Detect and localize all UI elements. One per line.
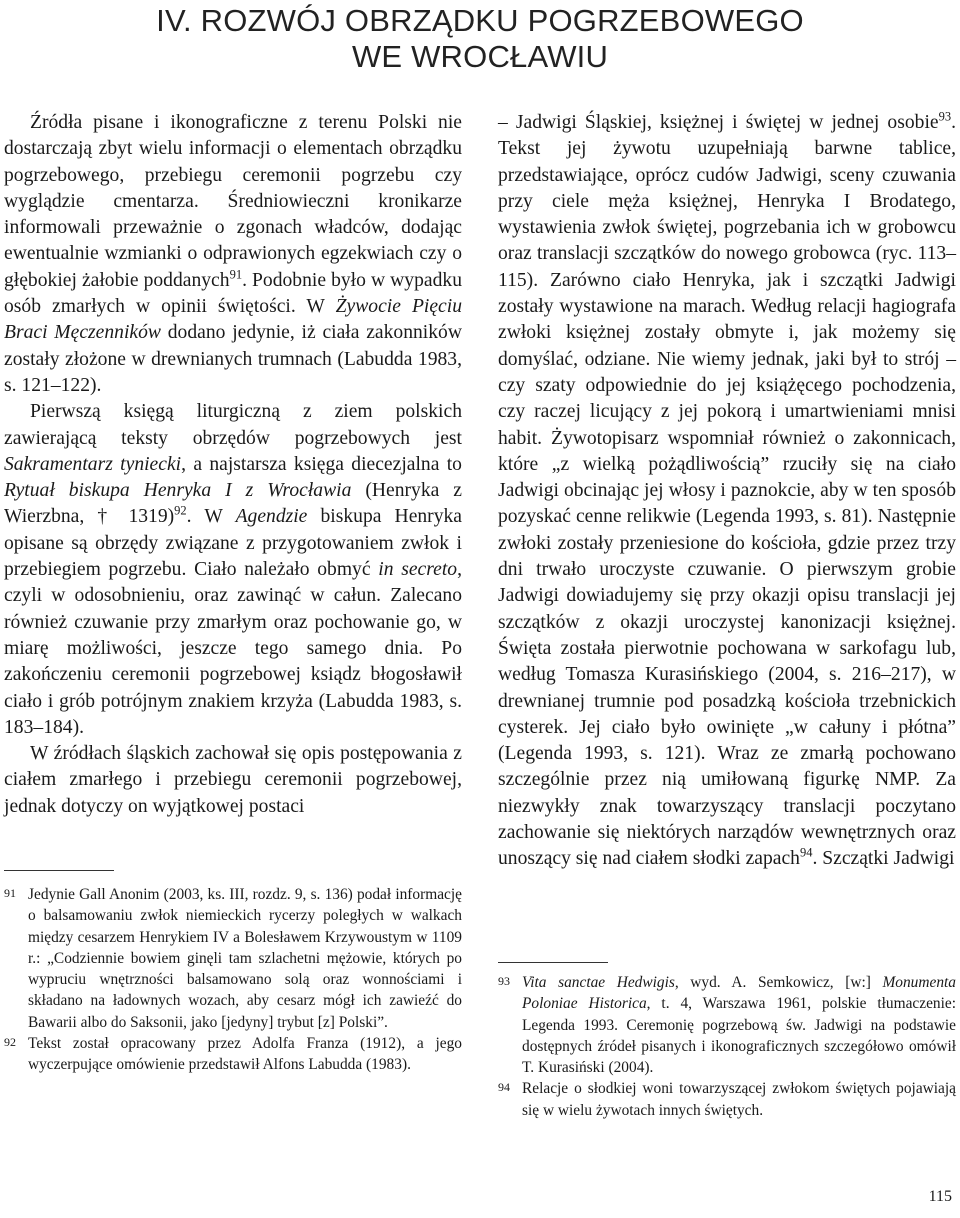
footnote-ref: 92 xyxy=(174,503,187,518)
footnote-94 xyxy=(498,1078,956,1121)
footnote-divider xyxy=(4,870,114,871)
body-paragraph xyxy=(4,399,462,741)
footnote-ref: 93 xyxy=(938,109,952,124)
text-run: , czyli w odosobnieniu, oraz zawinąć w całun. Zalecano również czuwanie przy zmarłym oraz pochowanie go, w miarę możliwości, jeszcze tego samego dnia. Po zakończeniu ceremonii pogrzebowej ksiądz błogosławił ciało i grób potrójnym znakiem krzyża (Labudda 1983, s. 183–184). xyxy=(4,559,463,738)
text-run: – Jadwigi Śląskiej, księżnej i świętej w jednej osobie xyxy=(498,112,939,133)
footnote-number: 92 xyxy=(4,1035,16,1050)
italic-title: Żywocie Pięciu Braci Męczenników xyxy=(4,296,462,344)
italic-title: Rytuał biskupa Henryka I z Wrocławia xyxy=(4,480,352,502)
body-paragraph xyxy=(4,110,462,399)
text-run: Tekst został opracowany przez Adolfa Franza (1912), a jego wyczerpujące omówienie przedstawił Alfons Labudda (1983). xyxy=(28,1035,462,1074)
left-column-footnotes xyxy=(4,884,462,1076)
right-column-footnotes xyxy=(498,972,956,1121)
text-run: Pierwszą księgą liturgiczną z ziem polskich zawierającą teksty obrzędów pogrzebowych jest xyxy=(4,401,462,449)
footnote-ref: 91 xyxy=(229,267,243,282)
footnote-number: 94 xyxy=(498,1080,510,1095)
text-run: , wyd. A. Semkowicz, [w:] xyxy=(674,974,883,991)
text-run: Źródła pisane i ikonograficzne z terenu Polski nie dostarczają zbyt wielu informacji o elementach obrządku pogrzebowego, przebiegu ceremonii pogrzebu czy wyglądzie cmentarza. Średniowieczni kronikarze informowali przeważnie o zgonach władców, dodając ewentualnie wzmianki o odprawionych egzekwiach czy o głębokiej żałobie poddanych xyxy=(4,112,462,291)
footnote-ref: 94 xyxy=(799,845,813,860)
text-run: , a najstarsza księga diecezjalna to xyxy=(181,453,462,475)
left-column xyxy=(4,110,463,1074)
chapter-title-line-1: IV. ROZWÓJ OBRZĄDKU POGRZEBOWEGO xyxy=(156,3,804,38)
body-paragraph xyxy=(498,110,956,873)
text-run: . Tekst jej żywotu uzupełniają barwne tablice, przedstawiające, oprócz cudów Jadwigi, sceny czuwania przy ciele męża księżnej, Henryka I Brodatego, wystawienia zwłok świętej, pogrzebania ich w grobowcu oraz translacji szczątków do nowego grobowca (ryc. 113–115). Zarówno ciało Henryka, jak i szczątki Jadwigi zostały wystawione na marach. Według relacji hagiografa zwłoki księżnej zostały obmyte i, jak możemy się domyślać, odziane. Nie wiemy jednak, jaki był to strój – czy szaty odpowiednie do jej książęcego pochodzenia, czy raczej licujący z jej pokorą i umartwieniami mnisi habit. Żywotopisarz wspomniał również o zakonnicach, które „z wielką pożądliwością” rzuciły się na ciało Jadwigi obcinając jej włosy i paznokcie, aby w ten sposób pozyskać cenne relikwie (Legenda 1993, s. 81). Następnie zwłoki zostały przeniesione do kościoła, gdzie przez trzy dni trwało uroczyste czuwanie. O pierwszym grobie Jadwigi dowiadujemy się przy okazji opisu translacji jej szczątków z okazji uroczystej kanonizacji księżnej. Święta została pierwotnie pochowana w sarkofagu lub, według Tomasza Kurasińskiego (2004, s. 216–217), w drewnianej trumnie pod posadzką kościoła trzebnickich cysterek. Jej ciało było owinięte „w całuny i płótna” (Legenda 1993, s. 121). Wraz ze zmarłą pochowano szczególnie przez nią umiłowaną figurkę NMP. Za niezwykły znak towarzyszący translacji poczytano zachowanie się niektórych narządów wewnętrznych oraz unoszący się nad ciałem słodki zapach xyxy=(498,112,956,870)
chapter-title-line-2: WE WROCŁAWIU xyxy=(351,39,609,74)
text-run: , t. 4, Warszawa 1961, polskie tłumaczenie: Legenda 1993. Ceremonię pogrzebową św. Jadwigi na podstawie dostępnych źródeł pisanych i ikonograficznych szczegółowo omówił T. Kurasiński (2004). xyxy=(522,995,956,1077)
italic-title: in secreto xyxy=(378,559,458,581)
footnote-number: 91 xyxy=(4,886,16,900)
right-column xyxy=(498,109,956,1119)
left-column-body xyxy=(4,110,462,820)
body-paragraph xyxy=(4,741,462,820)
text-run: Relacje o słodkiej woni towarzyszącej zwłokom świętych pojawiają się w wielu żywotach innych świętych. xyxy=(522,1080,956,1119)
footnote-91 xyxy=(4,884,462,1033)
footnote-92 xyxy=(4,1033,462,1076)
page-number: 115 xyxy=(928,1188,952,1205)
text-run: Jedynie Gall Anonim (2003, ks. III, rozdz. 9, s. 136) podał informację o balsamowaniu zwłok niemieckich rycerzy poległych w walkach między cesarzem Henrykiem IV a Bolesławem Krzywoustym w 1109 r.: „Codziennie bowiem ginęli tam szlachetni mężowie, których po wypruciu wnętrzności balsamowano solą oraz wonnościami i składano na ładownych wozach, aby cesarz mógł ich zawieźć do Bawarii albo do Saksonii, jako [jedyny] trybut [z] Polski”. xyxy=(28,886,462,1031)
text-run: (Henryka z Wierzbna, † 1319) xyxy=(4,480,462,528)
footnote-divider xyxy=(498,962,608,963)
italic-title: Vita sanctae Hedwigis xyxy=(522,974,675,991)
text-run: . Szczątki Jadwigi xyxy=(812,848,955,870)
text-run: biskupa Henryka opisane są obrzędy związane z przygotowaniem zwłok i przebiegiem pogrzebu. Ciało należało obmyć xyxy=(4,506,462,581)
italic-title: Monumenta Poloniae Historica xyxy=(522,974,956,1013)
footnote-number: 93 xyxy=(498,974,510,988)
italic-title: Agendzie xyxy=(235,506,308,528)
footnote-93 xyxy=(498,972,956,1078)
text-run: . W xyxy=(186,506,236,528)
right-column-body xyxy=(498,110,956,873)
text-run: . Podobnie było w wypadku osób zmarłych w opinii świętości. W xyxy=(4,269,462,318)
text-run: dodano jedynie, iż ciała zakonników zostały złożone w drewnianych trumnach (Labudda 1983, s. 121–122). xyxy=(4,322,462,396)
italic-title: Sakramentarz tyniecki xyxy=(4,453,182,475)
text-run: W źródłach śląskich zachował się opis postępowania z ciałem zmarłego i przebiegu ceremonii pogrzebowej, jednak dotyczy on wyjątkowej postaci xyxy=(4,743,462,817)
